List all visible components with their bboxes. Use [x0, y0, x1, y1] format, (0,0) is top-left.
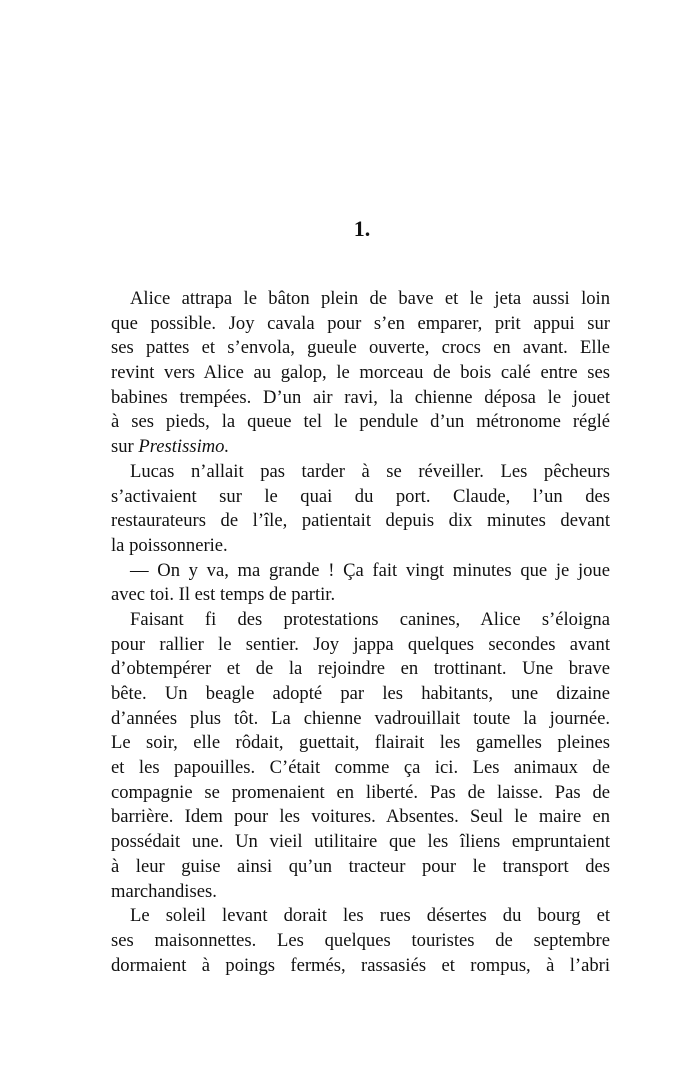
text-line: — On y va, ma grande ! Ça fait vingt minutes que je joue: [130, 559, 610, 581]
text-line: barrière. Idem pour les voitures. Absentes. Seul le maire en: [111, 806, 610, 828]
paragraph: [111, 904, 610, 978]
italic-term: Prestissimo.: [138, 436, 230, 458]
text-line: babines trempées. D’un air ravi, la chienne déposa le jouet: [111, 386, 610, 408]
text-line: dormaient à poings fermés, rassasiés et rompus, à l’abri: [111, 954, 610, 976]
text-line: Alice attrapa le bâton plein de bave et le jeta aussi loin: [130, 288, 610, 309]
text-segment: sur: [111, 436, 139, 458]
text-line: Faisant fi des protestations canines, Alice s’éloigna: [130, 608, 610, 630]
text-line: avec toi. Il est temps de partir.: [111, 584, 336, 606]
text-line: revint vers Alice au galop, le morceau de bois calé entre ses: [111, 362, 610, 384]
text-line: bête. Un beagle adopté par les habitants, une dizaine: [111, 683, 610, 704]
text-line: et les papouilles. C’était comme ça ici. Les animaux de: [111, 757, 610, 779]
text-line: restaurateurs de l’île, patientait depuis dix minutes devant: [111, 510, 610, 532]
text-line: Le soleil levant dorait les rues désertes du bourg et: [130, 905, 610, 927]
text-line: compagnie se promenaient en liberté. Pas de laisse. Pas de: [111, 781, 610, 803]
text-line: à ses pieds, la queue tel le pendule d’un métronome réglé: [111, 411, 610, 433]
text-line: ses maisonnettes. Les quelques touristes de septembre: [111, 929, 610, 951]
chapter-body-text: [111, 287, 610, 978]
text-line: [111, 435, 610, 460]
text-line: marchandises.: [111, 880, 217, 902]
text-line: Lucas n’allait pas tarder à se réveiller. Les pêcheurs: [130, 460, 610, 482]
paragraph: [111, 287, 610, 460]
text-line: à leur guise ainsi qu’un tracteur pour le transport des: [111, 855, 610, 877]
chapter-heading: 1.: [353, 216, 371, 241]
text-line: la poissonnerie.: [111, 534, 228, 556]
paragraph: [111, 559, 610, 608]
text-line: possédait une. Un vieil utilitaire que les îliens empruntaient: [111, 831, 610, 853]
text-line: d’années plus tôt. La chienne vadrouillait toute la journée.: [111, 707, 610, 729]
paragraph: [111, 460, 610, 559]
text-line: Le soir, elle rôdait, guettait, flairait les gamelles pleines: [111, 732, 610, 754]
text-line: ses pattes et s’envola, gueule ouverte, crocs en avant. Elle: [111, 337, 610, 359]
paragraph: [111, 608, 610, 904]
text-line: que possible. Joy cavala pour s’en emparer, prit appui sur: [111, 312, 610, 334]
text-line: d’obtempérer et de la rejoindre en trottinant. Une brave: [111, 658, 610, 680]
text-line: pour rallier le sentier. Joy jappa quelques secondes avant: [111, 633, 610, 655]
text-line: s’activaient sur le quai du port. Claude, l’un des: [111, 485, 610, 507]
